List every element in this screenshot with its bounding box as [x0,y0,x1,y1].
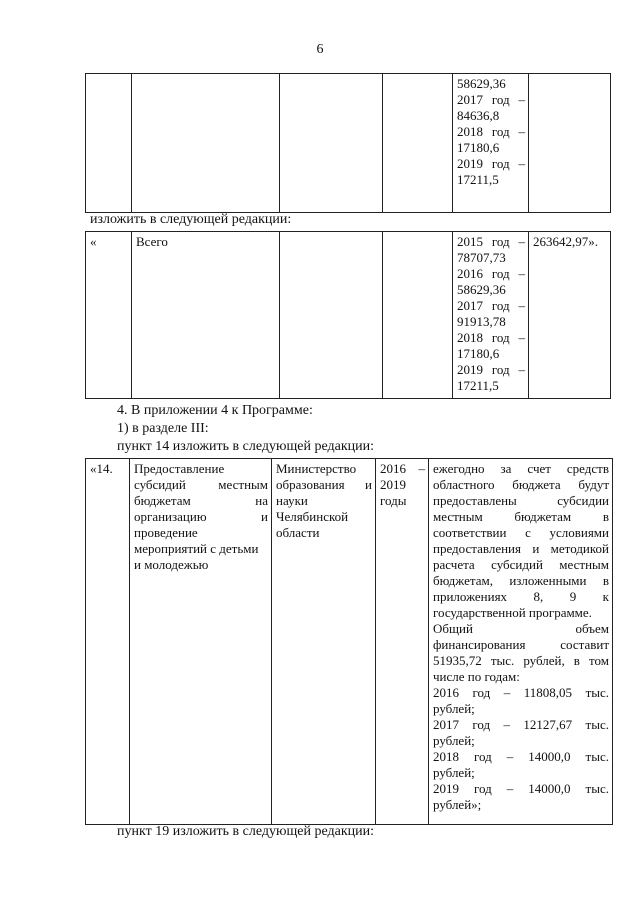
table-item-14 [85,458,613,825]
executor-line: Министерство [276,461,357,476]
result-line: бюджетам, изложенными в [433,573,609,588]
table-row [86,459,613,825]
amount-line: 2017 год – [457,298,525,313]
table-cell [280,74,383,213]
total-cell: 263642,97». [529,232,611,399]
result-line: 2016 год – 11808,05 тыс. [433,685,609,700]
description-cell [130,459,272,825]
amount-line: 2019 год – [457,156,525,171]
page-number: 6 [316,42,324,57]
table-total [85,231,611,399]
table-cell [383,232,453,399]
result-cell [429,459,613,825]
table-cell [383,74,453,213]
result-line: предоставлены субсидии [433,493,609,508]
amount-line: 2018 год – [457,124,525,139]
paragraph-item-19: пункт 19 изложить в следующей редакции: [117,824,374,839]
result-line: рублей»; [433,797,482,812]
table-cell [132,74,280,213]
result-line: 2019 год – 14000,0 тыс. [433,781,609,796]
amount-line: 2017 год – [457,92,525,107]
executor-line: образования и [276,477,372,492]
result-line: предоставления и методикой [433,541,609,556]
amount-line: 17211,5 [457,378,499,393]
amount-line: 78707,73 [457,250,506,265]
result-line: числе по годам: [433,669,520,684]
table-cell [529,74,611,213]
executor-line: науки [276,493,308,508]
table-row [86,74,611,213]
table-row [86,232,611,399]
paragraph-appendix: 4. В приложении 4 к Программе: [117,403,313,418]
amount-line: 17211,5 [457,172,499,187]
executor-line: области [276,525,320,540]
label-cell: Всего [132,232,280,399]
result-line: рублей; [433,733,475,748]
marker-cell: « [86,232,132,399]
result-line: областного бюджета будут [433,477,609,492]
description-line: организацию и [134,509,268,524]
result-line: рублей; [433,701,475,716]
table-continuation [85,73,611,213]
description-line: Предоставление [134,461,225,476]
result-line: расчета субсидий местным [433,557,609,572]
paragraph-section: 1) в разделе III: [117,421,209,436]
result-line: 2017 год – 12127,67 тыс. [433,717,609,732]
description-line: и молодежью [134,557,209,572]
result-line: финансирования составит [433,637,609,652]
executor-cell [272,459,376,825]
amount-line: 58629,36 [457,282,506,297]
paragraph-replace: изложить в следующей редакции: [90,212,292,227]
paragraph-item-14: пункт 14 изложить в следующей редакции: [117,439,374,454]
amount-line: 84636,8 [457,108,500,123]
amount-line: 17180,6 [457,140,500,155]
executor-line: Челябинской [276,509,349,524]
period-line: 2016 – [380,461,425,476]
amount-cell [453,74,529,213]
result-line: Общий объем [433,621,609,636]
amount-line: 2015 год – [457,234,525,249]
amount-line: 91913,78 [457,314,506,329]
table-cell [86,74,132,213]
description-line: проведение [134,525,198,540]
amount-cell [453,232,529,399]
description-line: мероприятий с детьми [134,541,259,556]
result-line: 2018 год – 14000,0 тыс. [433,749,609,764]
amount-line: 2019 год – [457,362,525,377]
result-line: приложениях 8, 9 к [433,589,609,604]
result-line: рублей; [433,765,475,780]
amount-line: 58629,36 [457,76,506,91]
description-line: субсидий местным [134,477,268,492]
period-line: 2019 [380,477,406,492]
result-line: ежегодно за счет средств [433,461,609,476]
amount-line: 2016 год – [457,266,525,281]
description-line: бюджетам на [134,493,268,508]
table-cell [280,232,383,399]
result-line: государственной программе. [433,605,592,620]
result-line: местным бюджетам в [433,509,609,524]
amount-line: 17180,6 [457,346,500,361]
result-line: 51935,72 тыс. рублей, в том [433,653,609,668]
amount-line: 2018 год – [457,330,525,345]
period-line: годы [380,493,407,508]
item-number-cell: «14. [86,459,130,825]
result-line: соответствии с условиями [433,525,609,540]
period-cell [376,459,429,825]
